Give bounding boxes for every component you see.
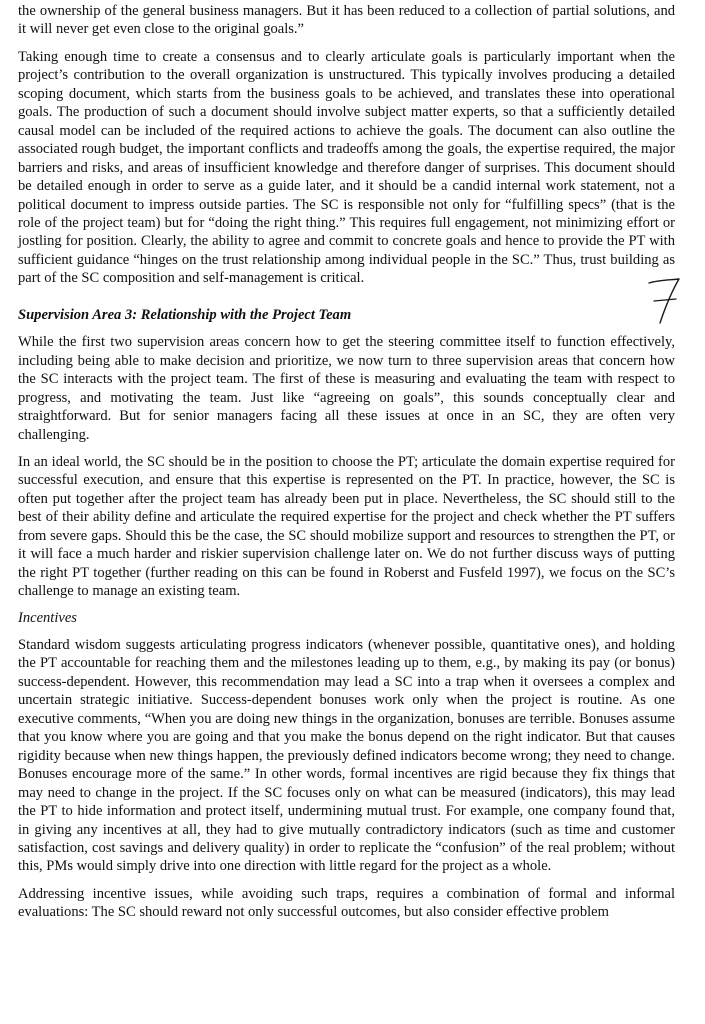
section-heading: Supervision Area 3: Relationship with the Project Team [18,306,352,323]
subsection-heading: Incentives [18,609,77,626]
document-page [18,2,675,922]
handwritten-seven-mark [645,274,685,326]
section-heading-block [18,306,675,324]
paragraph-consensus: Taking enough time to create a consensus and to clearly articulate goals is particularly important when the project’s contribution to the overall organization is unstructured. This typically involves producing a detailed scoping document, which starts from the business goals to be achieved, and translates these into operational goals. The production of such a document should involve subject matter experts, so that a sufficiently detailed causal model can be included of the required actions to achieve the goals. The document can also outline the associated rough budget, the important conflicts and tradeoffs among the goals, the expertise required, the major barriers and risks, and areas of insufficient knowledge and therefore danger of surprises. This document should be detailed enough in order to serve as a guide later, and it should be a candid internal work statement, not a political document to impress outside parties. The SC is responsible not only for “fulfilling specs” (that is the role of the project team) but for “doing the right thing.” This requires full engagement, not minimizing effort or jostling for position. Clearly, the ability to agree and commit to concrete goals and hence to provide the PT with sufficient guidance “hinges on the trust relationship among individual people in the SC.” Thus, trust building as part of the SC composition and self-management is critical. [18,48,675,287]
paragraph-addressing-incentives: Addressing incentive issues, while avoiding such traps, requires a combination of formal and informal evaluations: The SC should reward not only successful outcomes, but also consider effective problem [18,885,675,921]
paragraph-ideal-world: In an ideal world, the SC should be in the position to choose the PT; articulate the domain expertise required for successful execution, and ensure that this expertise is represented on the PT. In practice, however, the SC is often put together after the project team has already been put in place. Nevertheless, the SC should still to the best of their ability define and articulate the required expertise for the project and check whether the PT suffers from severe gaps. Should this be the case, the SC should mobilize support and resources to strengthen the PT, or it will face a much harder and riskier supervision challenge later on. We do not further discuss ways of putting the right PT together (further reading on this can be found in Roberst and Fusfeld 1997), we focus on the SC’s challenge to manage an existing team. [18,453,675,600]
paragraph-supervision-areas: While the first two supervision areas concern how to get the steering committee itself to function effectively, including being able to make decision and prioritize, we now turn to three supervision areas that concern how the SC interacts with the project team. The first of these is measuring and evaluating the team with respect to progress, and motivating the team. Just like “agreeing on goals”, this sounds conceptually clear and straightforward. But for senior managers facing all these issues at once in an SC, they are often very challenging. [18,334,675,443]
paragraph-ownership: the ownership of the general business managers. But it has been reduced to a collection of partial solutions, and it will never get even close to the original goals.” [18,3,675,38]
paragraph-standard-wisdom: Standard wisdom suggests articulating progress indicators (whenever possible, quantitative ones), and holding the PT accountable for reaching them and the milestones leading up to them, e.g., by making its pay (or bonus) success-dependent. However, this recommendation may lead a SC into a trap when it oversees a complex and uncertain strategic initiative. Success-dependent bonuses work only when the project is routine. As one executive comments, “When you are doing new things in the organization, bonuses are terrible. Bonuses assume that you know where you are going and that you make the bonus depend on the right indicator. But that causes rigidity because when new things happen, the previously defined indicators become wrong; they need to change. Bonuses encourage more of the same.” In other words, formal incentives are rigid because they fix things that may need to change in the project. If the SC focuses only on what can be measured (indicators), this may lead the PT to hide information and protect itself, undermining mutual trust. For example, one company found that, in giving any incentives at all, they had to give mutually contradictory indicators (such as time and customer satisfaction, cost savings and delivery quality) in order to replicate the “confusion” of the real problem; without this, PMs would simply drive into one direction with little regard for the project as a whole. [18,637,675,875]
